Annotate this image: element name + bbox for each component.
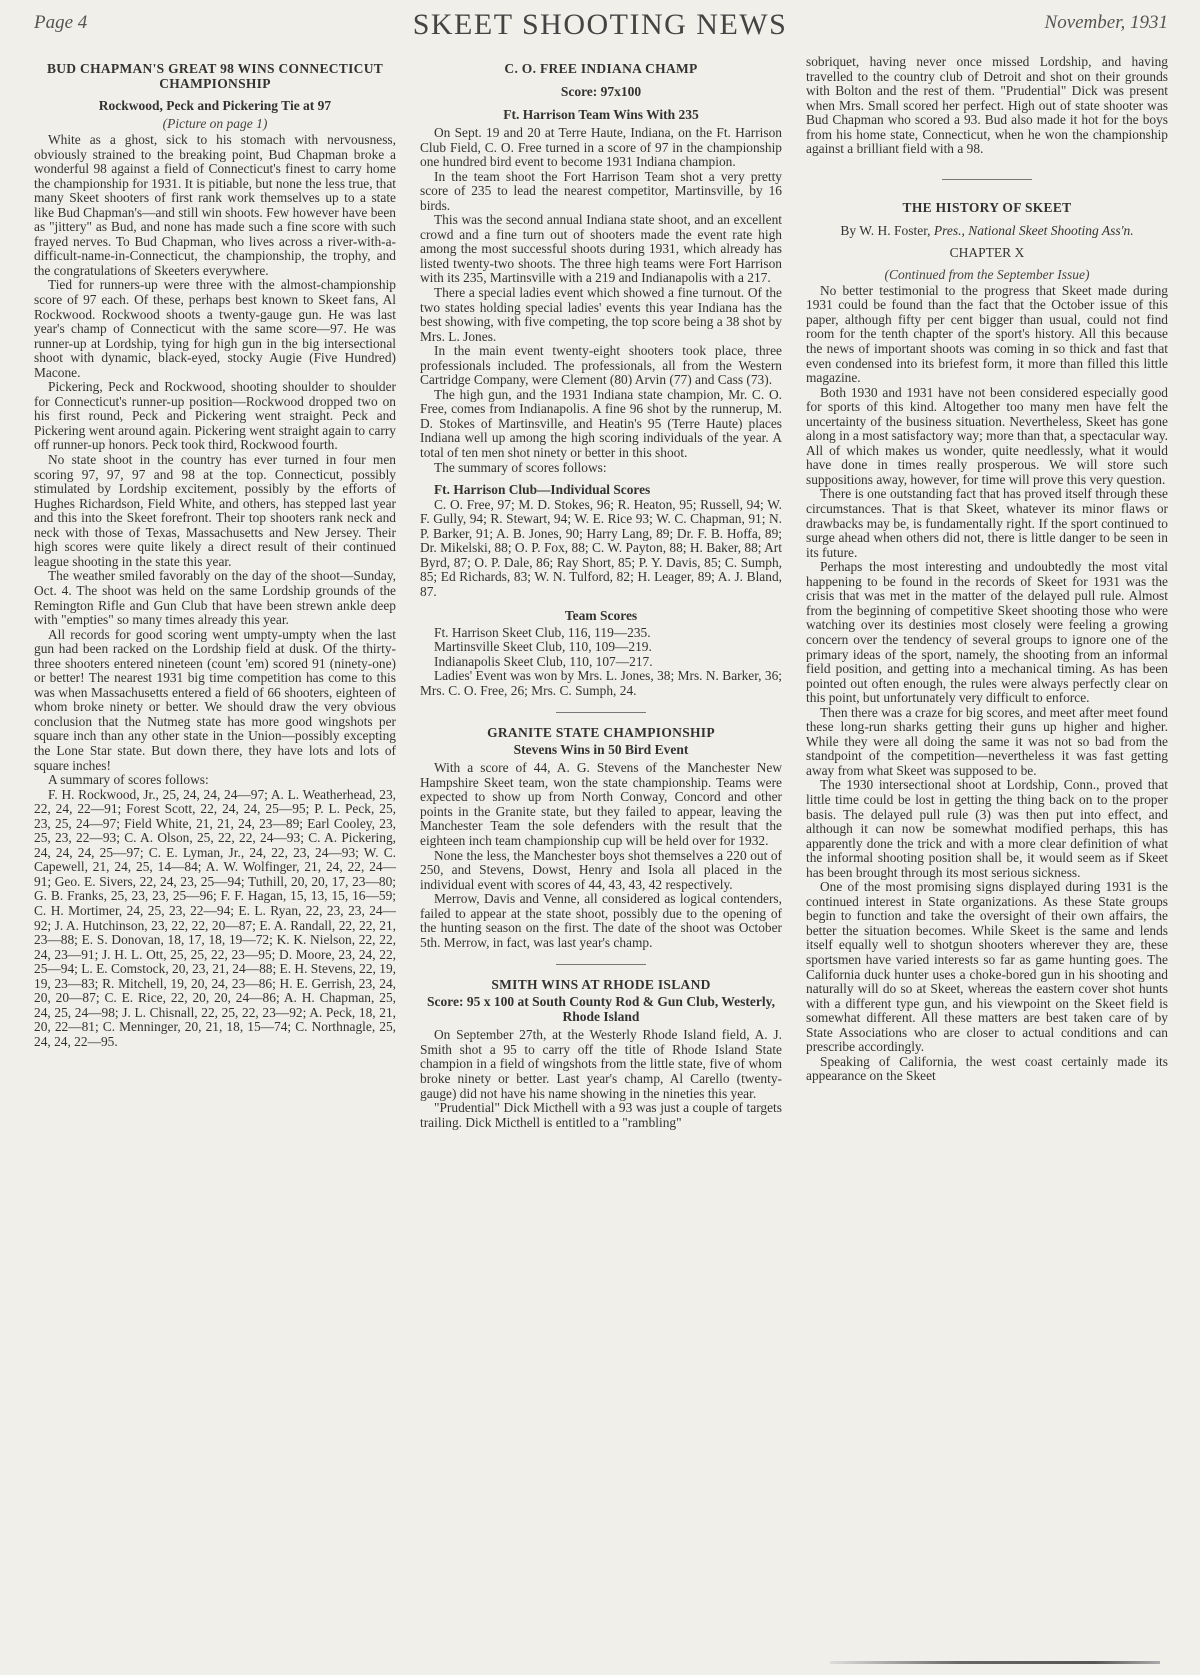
article-subhead-indiana: Ft. Harrison Team Wins With 235 xyxy=(503,107,699,122)
issue-date: November, 1931 xyxy=(1044,12,1168,33)
column-1 xyxy=(34,55,396,1130)
columns xyxy=(34,55,1170,1130)
paragraph: None the less, the Manchester boys shot themselves a 220 out of 250, and Stevens, Dowst, Henry and Isola all placed in the individual event with scores of 44, 43, 43, 42 respectively. xyxy=(420,847,782,892)
paragraph: The weather smiled favorably on the day of the shoot—Sunday, Oct. 4. The shoot was held on the same Lordship grounds of the Remington Rifle and Gun Club that have been strewn ankle deep with "empties" so many times already this year. xyxy=(34,568,396,628)
paragraph: This was the second annual Indiana state shoot, and an excellent crowd and a fine turn out of shooters made the event rate high among the most successful shoots during 1931, which already has listed twenty-two shoots. The three high teams were Fort Harrison with its 235, Martinsville with a 219 and Indianapolis with a 217. xyxy=(420,212,782,286)
article-headline-connecticut: BUD CHAPMAN'S GREAT 98 WINS CONNECTICUT CHAMPIONSHIP xyxy=(46,61,384,91)
byline-title: Pres., National Skeet Shooting Ass'n. xyxy=(933,222,1134,238)
page-number: Page 4 xyxy=(34,12,88,33)
ladies-event: Ladies' Event was won by Mrs. L. Jones, 38; Mrs. N. Barker, 36; Mrs. C. O. Free, 26; Mrs. C. Sumph, 24. xyxy=(420,668,782,698)
divider xyxy=(556,712,646,713)
article-subhead-granite: Stevens Wins in 50 Bird Event xyxy=(513,742,689,758)
paragraph: Then there was a craze for big scores, and meet after meet found these long-run sharks getting their guns up higher and higher. While they were all doing the same it was not so bad from the standpoint of the competition—nevertheless it was fast getting away from what Skeet was supposed to be. xyxy=(806,704,1168,778)
paragraph: Both 1930 and 1931 have not been considered especially good for sports of this kind. Altogether too many men have felt the uncertainty of the business situation. Nevertheless, Skeet has gone along in a most satisfactory way; more than that, a spectacular way. All of which makes us wonder, quite needlessly, what it would have done in times really prosperous. We will store such suppositions away, however, for time will prove this very question. xyxy=(806,384,1168,487)
team-score-line: Ft. Harrison Skeet Club, 116, 119—235. xyxy=(434,624,651,640)
article-headline-history: THE HISTORY OF SKEET xyxy=(902,199,1072,215)
paragraph: There is one outstanding fact that has proved itself through these circumstances. That is that Skeet, whatever its minor flaws or drawbacks may be, is fundamentally right. If the sport continued to surge ahead when others did not, there is little danger to be seen in its future. xyxy=(806,486,1168,560)
paragraph: Tied for runners-up were three with the almost-championship score of 97 each. Of these, perhaps best known to Skeet fans, Al Rockwood. Rockwood shoots a twenty-gauge gun. He was last year's champ of Connecticut with the same score—97. He was runner-up at Lordship, tying for high gun in the big intersectional shoot with dynamic, black-eyed, stocky Augie (Five Hundred) Macone. xyxy=(34,277,396,380)
publication-title: SKEET SHOOTING NEWS xyxy=(412,8,788,41)
article-headline-indiana: C. O. FREE INDIANA CHAMP xyxy=(504,61,698,76)
byline-author: By W. H. Foster, xyxy=(840,222,931,238)
individual-scores: C. O. Free, 97; M. D. Stokes, 96; R. Heaton, 95; Russell, 94; W. F. Gully, 94; R. Stewart, 94; W. E. Rice 93; W. C. Chapman, 91; N. P. Barker, 91; A. B. Jones, 90; Harry Lang, 89; Dr. F. B. Hoffa, 89; Dr. Mikelski, 88; O. P. Fox, 88; C. W. Payton, 88; H. Baker, 88; Art Byrd, 87; O. P. Dale, 86; Ray Short, 85; P. Y. Davis, 85; C. Sumph, 85; Ed Richards, 83; W. N. Tulford, 82; H. Leager, 89; A. J. Bland, 87. xyxy=(420,496,782,599)
paragraph: Speaking of California, the west coast certainly made its appearance on the Skeet xyxy=(806,1053,1168,1084)
individual-scores-heading: Ft. Harrison Club—Individual Scores xyxy=(434,482,651,498)
paragraph: In the team shoot the Fort Harrison Team shot a very pretty score of 235 to lead the nearest competitor, Martinsville, by 16 birds. xyxy=(420,168,782,213)
divider xyxy=(556,964,646,965)
column-2 xyxy=(420,55,782,1130)
paragraph: One of the most promising signs displayed during 1931 is the continued interest in State organizations. As these State groups begin to function and take the oversight of their own affairs, the better the situation becomes. While Skeet is the same and lends itself equally well to shotgun shooters wherever they are, these sportsmen have varied interests so far as game hunting goes. The California duck hunter uses a choke-bored gun in his shooting and naturally will do so at Skeet, whereas the eastern cover shot hunts with a different type gun, and his viewpoint on the Skeet field is somewhat different. All these matters are best taken care of by State Associations who are closer to actual conditions and can prescribe accordingly. xyxy=(806,879,1168,1055)
paragraph: In the main event twenty-eight shooters took place, three professionals included. The professionals, all from the Western Cartridge Company, were Clement (80) Arvin (77) and Cass (73). xyxy=(420,343,782,388)
paragraph: White as a ghost, sick to his stomach with nervousness, obviously strained to the breaking point, Bud Chapman broke a wonderful 98 against a field of Connecticut's finest to carry home the championship for 1931. It is pitiable, but none the less true, that many Skeet shooters of first rank work themselves up to a state like Bud Chapman's—and still win shoots. Few however have been as "jittery" as Bud, and none has made such a fine score with such frayed nerves. To Bud Chapman, who lives across a river-with-a-difficult-name-in-Connecticut, the championship, the trophy, and the congratulations of Skeeters everywhere. xyxy=(34,132,396,278)
team-score-line: Martinsville Skeet Club, 110, 109—219. xyxy=(434,639,652,655)
article-subhead-smith: Score: 95 x 100 at South County Rod & Gun Club, Westerly, Rhode Island xyxy=(427,994,775,1025)
paragraph: A summary of scores follows: xyxy=(48,772,209,788)
paragraph: No state shoot in the country has ever turned in four men scoring 97, 97, 97 and 98 at the top. Connecticut, possibly stimulated by Lordship excitement, possibly by the efforts of Hughes Richardson, Field White, and others, has stepped last year and this into the Skeet forefront. Their top shooters rank neck and neck with those of Texas, Massachusetts and New Jersey. Their high scores were quite likely a direct result of their continued league shooting in the state this year. xyxy=(34,452,396,569)
continued-note: (Continued from the September Issue) xyxy=(884,266,1090,282)
paragraph: On September 27th, at the Westerly Rhode Island field, A. J. Smith shot a 95 to carry off the title of Rhode Island State champion in a field of wingshots from the little state, five of whom broke ninety or better. Last year's champ, Al Carello (twenty-gauge) did not have his name showing in the nineties this year. xyxy=(420,1027,782,1101)
paragraph: Pickering, Peck and Rockwood, shooting shoulder to shoulder for Connecticut's runner-up position—Rockwood dropped two on his first round, Peck and Pickering went straight. Peck and Pickering went around again. Pickering went straight again to carry off runner-up honors. Peck took third, Rockwood fourth. xyxy=(34,379,396,453)
article-headline-smith: SMITH WINS AT RHODE ISLAND xyxy=(491,977,711,993)
paragraph: The 1930 intersectional shoot at Lordship, Conn., proved that little time could be lost in getting the thing back on to the proper basis. The delayed pull rule (3) was then put into effect, and although it can now be somewhat modified perhaps, this has apparently done the trick and with a more clear definition of what the informal shooting position shall be, it would seem as if Skeet has been brought through its most serious sickness. xyxy=(806,777,1168,880)
paragraph: With a score of 44, A. G. Stevens of the Manchester New Hampshire Skeet team, won the state championship. Teams were expected to show up from North Conway, Concord and other points in the Granite state, but they failed to appear, leaving the Manchester Team the sole defenders with the result that the eighteen inch team championship cup will be held over for 1932. xyxy=(420,760,782,848)
team-score-line: Indianapolis Skeet Club, 110, 107—217. xyxy=(434,653,653,669)
paragraph: Merrow, Davis and Venne, all considered as logical contenders, failed to appear at the state shoot, possibly due to the opening of the hunting season on the first. The date of the shoot was October 5th. Merrow, in fact, was last year's champ. xyxy=(420,891,782,950)
paragraph: sobriquet, having never once missed Lordship, and having travelled to the country club of Detroit and shot on their grounds with Bolton and the rest of them. "Prudential" Dick was present when Mrs. Small scored her perfect. High out of state shooter was Bud Chapman who scored a 93. Bud also made it hot for the boys from his home state, Connecticut, when he won the championship against a brilliant field with a 98. xyxy=(806,54,1168,157)
paragraph: "Prudential" Dick Micthell with a 93 was just a couple of targets trailing. Dick Micthell is entitled to a "rambling" xyxy=(420,1100,782,1130)
article-score-indiana: Score: 97x100 xyxy=(560,84,642,99)
masthead xyxy=(30,8,1170,52)
article-headline-granite: GRANITE STATE CHAMPIONSHIP xyxy=(487,725,715,741)
paragraph: The summary of scores follows: xyxy=(434,459,607,475)
paragraph: No better testimonial to the progress that Skeet made during 1931 could be found than the fact that the October issue of this paper, although fifty per cent bigger than usual, could not find room for the tenth chapter of the sport's history. All this because the news of important shoots was coming in so thick and fast that even condensed into its briefest form, it more than filled this little magazine. xyxy=(806,282,1168,386)
picture-note: (Picture on page 1) xyxy=(162,116,268,131)
paragraph: All records for good scoring went umpty-umpty when the last gun had been racked on the Lordship field at dusk. Of the thirty-three shooters entered nineteen (count 'em) scored 91 (ninety-one) or better! The nearest 1931 big time competition has come to this was when Massachusetts entered a field of 66 shooters, eighteen of whom broke ninety or better. We should draw the very obvious conclusion that the Nutmeg state has more good wingshots per square inch than any other state in the Union—possibly excepting the Lone Star state. But down there, they have lots and lots of square inches! xyxy=(34,626,396,773)
article-subhead-connecticut: Rockwood, Peck and Pickering Tie at 97 xyxy=(98,98,332,113)
paragraph: Perhaps the most interesting and undoubtedly the most vital happening to be found in the records of Skeet for 1931 was the crisis that was met in the matter of the delayed pull rule. Almost from the beginning of competitive Skeet shooting those who were watching over its destinies most closely were feeling a growing concern over the tendency of several groups to ignore one of the primary ideas of the sport, namely, the shooting from an informal field position, and getting into a mechanical timing. As has been pointed out often enough, the rules were always perfectly clear on this point, but unfortunately very difficult to enforce. xyxy=(806,559,1168,706)
byline xyxy=(806,223,1168,239)
chapter-heading: CHAPTER X xyxy=(949,244,1025,260)
score-summary-connecticut: F. H. Rockwood, Jr., 25, 24, 24, 24—97; A. L. Weatherhead, 23, 22, 24, 22—91; Forest Scott, 22, 24, 24, 25—95; P. L. Peck, 25, 23, 25, 24—97; Field White, 21, 21, 24, 23—89; Earl Cooley, 23, 25, 23, 22—93; C. A. Olson, 25, 22, 22, 24—93; C. A. Pickering, 24, 24, 24, 25—97; C. E. Lyman, Jr., 24, 22, 23, 24—93; W. C. Capewell, 21, 24, 25, 14—84; A. W. Wolfinger, 21, 24, 22, 24—91; Geo. E. Sivers, 22, 24, 23, 25—94; Tuthill, 20, 20, 17, 23—80; G. B. Franks, 25, 23, 23, 25—96; F. F. Hagan, 15, 13, 15, 16—59; C. H. Mortimer, 24, 25, 23, 22—94; E. L. Ryan, 22, 23, 23, 24—92; J. A. Hutchinson, 23, 22, 22, 20—87; E. A. Randall, 22, 22, 21, 23—88; E. S. Donovan, 18, 17, 18, 19—72; K. K. Nielson, 22, 22, 24, 23—91; J. H. L. Ott, 25, 25, 22, 23—95; D. Moore, 23, 24, 22, 25—94; L. E. Comstock, 20, 23, 21, 24—88; E. H. Stevens, 22, 19, 19, 23—83; R. Mitchell, 19, 20, 24, 23—86; H. E. Gerrish, 23, 24, 20, 20—87; C. E. Rice, 22, 20, 20, 24—86; A. H. Chapman, 25, 24, 25, 24—98; J. L. Chisnall, 22, 25, 22, 23—92; A. Peck, 18, 21, 20, 22—81; C. Menninger, 20, 21, 18, 15—74; C. Northnagle, 25, 24, 24, 22—95. xyxy=(34,786,396,1049)
paragraph: The high gun, and the 1931 Indiana state champion, Mr. C. O. Free, comes from Indianapolis. A fine 96 shot by the runnerup, M. D. Stokes of Martinsville, and Heatin's 95 (Terre Haute) places Indiana well up among the high scoring individuals of the year. A total of ten men shot ninety or better in this shoot. xyxy=(420,386,782,461)
bottom-scan-mark xyxy=(830,1661,1160,1664)
divider xyxy=(942,179,1032,180)
paragraph: There a special ladies event which showed a fine turnout. Of the two states holding special ladies' events this year Indiana has the best showing, with five competing, the top score being a 38 shot by Mrs. L. Jones. xyxy=(420,285,782,344)
team-scores-heading: Team Scores xyxy=(564,607,638,623)
column-3 xyxy=(806,55,1168,1130)
paragraph: On Sept. 19 and 20 at Terre Haute, Indiana, on the Ft. Harrison Club Field, C. O. Free turned in a score of 97 in the championship one hundred bird event to become 1931 Indiana champion. xyxy=(420,125,782,170)
